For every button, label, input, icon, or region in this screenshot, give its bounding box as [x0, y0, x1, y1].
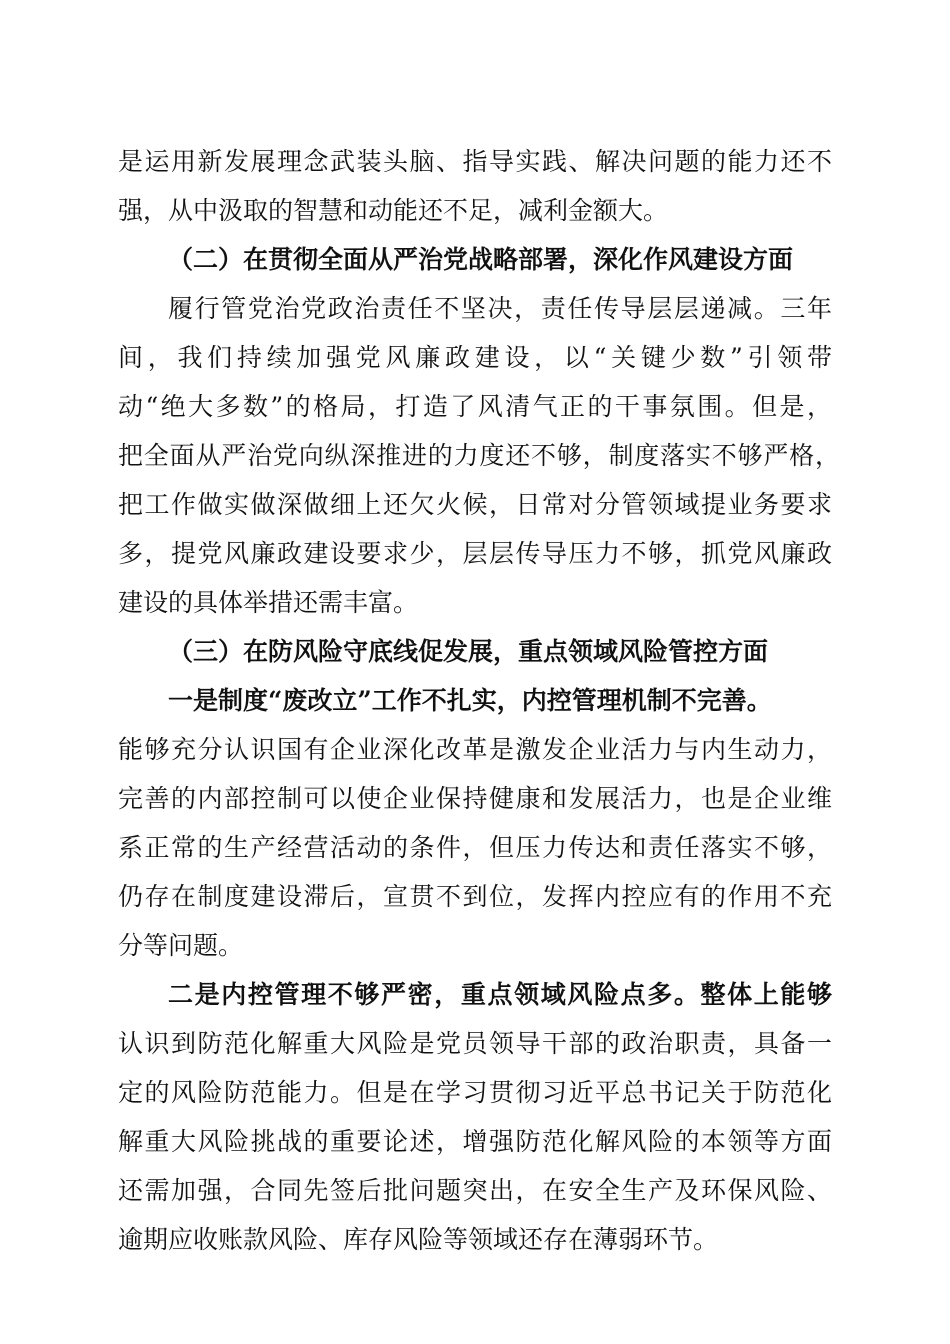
body-line-19: 逾期应收账款风险、库存风险等领域还存在薄弱环节。	[118, 1225, 719, 1254]
body-line-5: 动“绝大多数”的格局，打造了风清气正的干事氛围。但是，	[118, 392, 832, 421]
body-line-16: 定的风险防范能力。但是在学习贯彻习近平总书记关于防范化	[118, 1078, 832, 1107]
body-line-3: 履行管党治党政治责任不坚决，责任传导层层递减。三年	[168, 294, 832, 323]
body-line-12: 系正常的生产经营活动的条件，但压力传达和责任落实不够，	[118, 833, 832, 862]
body-line-4: 间，我们持续加强党风廉政建设，以“关键少数”引领带	[118, 343, 832, 372]
body-line-2: 强，从中汲取的智慧和动能还不足，减利金额大。	[118, 196, 669, 225]
body-line-15: 认识到防范化解重大风险是党员领导干部的政治职责，具备一	[118, 1029, 832, 1058]
body-line-7: 把工作做实做深做细上还欠火候，日常对分管领域提业务要求	[118, 490, 832, 519]
body-line-13: 仍存在制度建设滞后，宣贯不到位，发挥内控应有的作用不充	[118, 882, 832, 911]
body-line-17: 解重大风险挑战的重要论述，增强防范化解风险的本领等方面	[118, 1127, 832, 1156]
body-line-18: 还需加强，合同先签后批问题突出，在安全生产及环保风险、	[118, 1176, 832, 1205]
body-line-11: 完善的内部控制可以使企业保持健康和发展活力，也是企业维	[118, 784, 832, 813]
body-line-1: 是运用新发展理念武装头脑、指导实践、解决问题的能力还不	[118, 147, 832, 176]
body-line-10: 能够充分认识国有企业深化改革是激发企业活力与内生动力，	[118, 735, 832, 764]
subheading-2: 二是内控管理不够严密，重点领域风险点多。整体上能够	[168, 980, 832, 1009]
subheading-1: 一是制度“废改立”工作不扎实，内控管理机制不完善。	[168, 686, 772, 715]
section-heading-3: （三）在防风险守底线促发展，重点领域风险管控方面	[168, 637, 769, 666]
body-line-6: 把全面从严治党向纵深推进的力度还不够，制度落实不够严格，	[118, 441, 840, 470]
body-line-8: 多，提党风廉政建设要求少，层层传导压力不够，抓党风廉政	[118, 539, 832, 568]
body-line-14: 分等问题。	[118, 931, 244, 960]
body-line-9: 建设的具体举措还需丰富。	[118, 588, 419, 617]
section-heading-2: （二）在贯彻全面从严治党战略部署，深化作风建设方面	[168, 245, 794, 274]
